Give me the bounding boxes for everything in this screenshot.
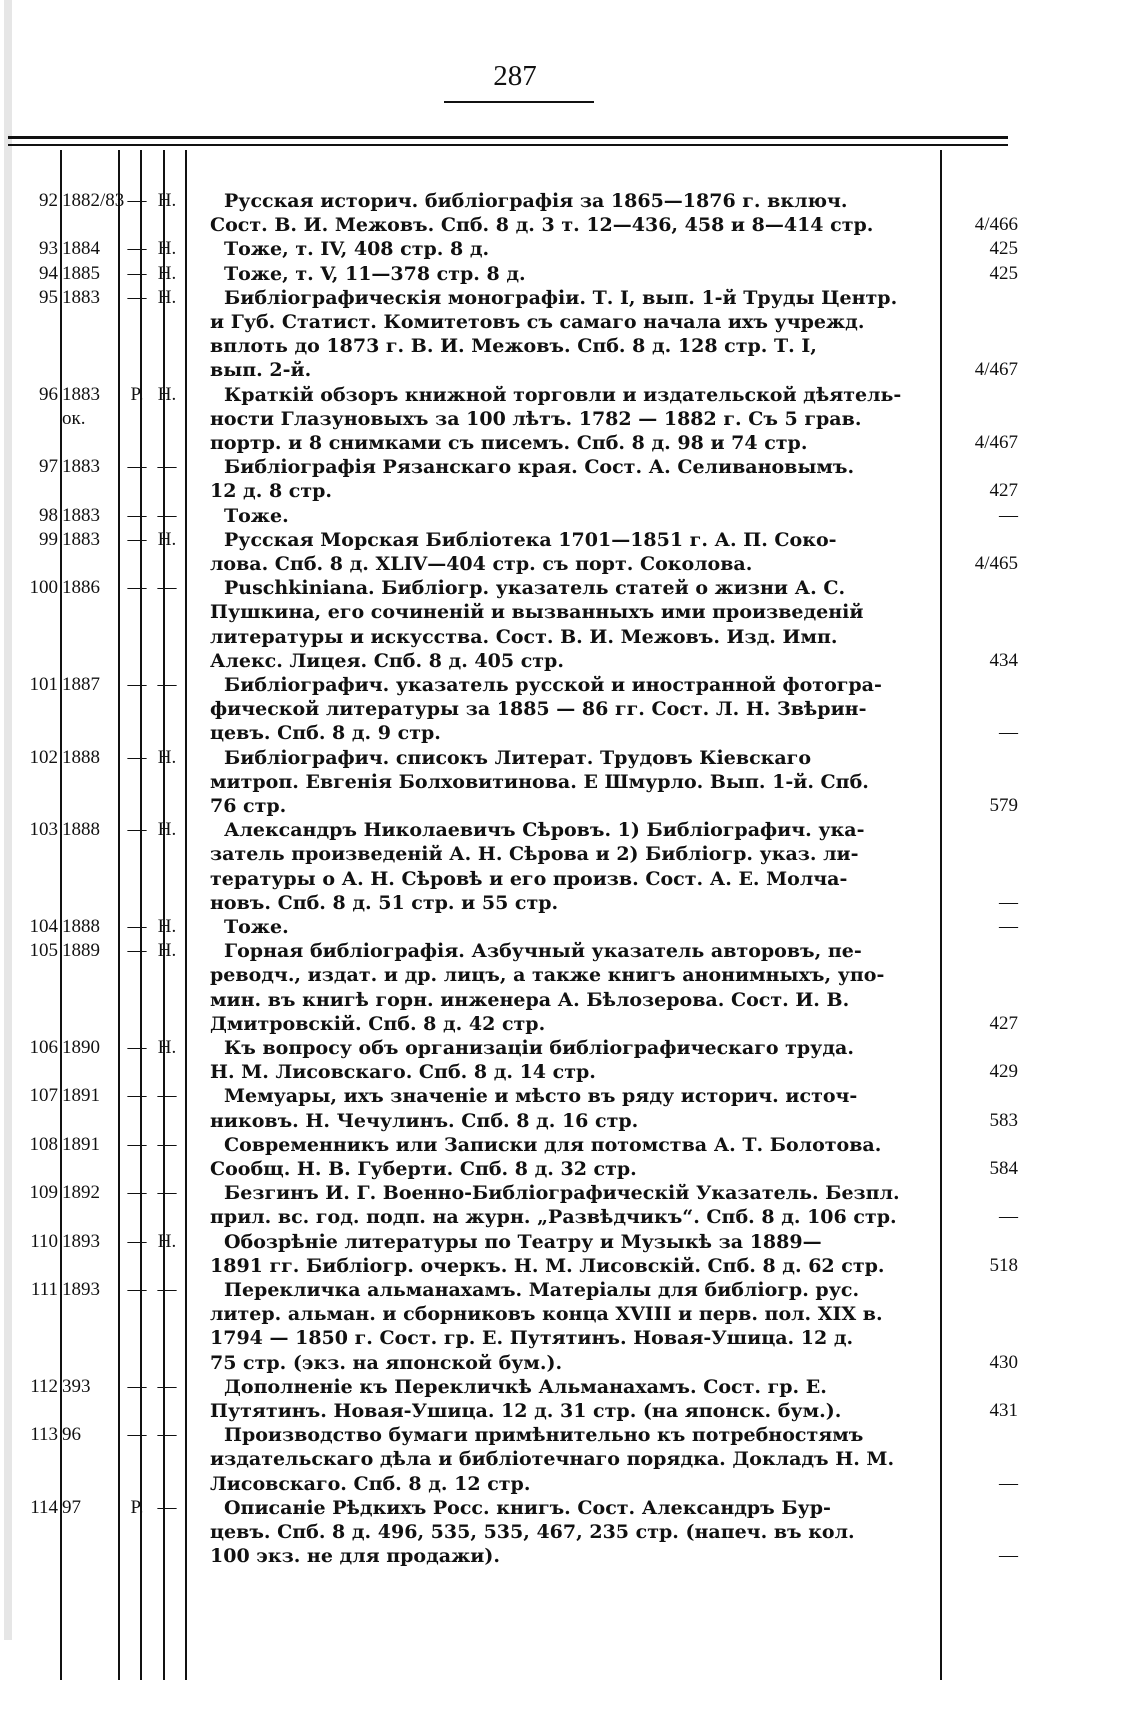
entry-row-continuation xyxy=(14,1205,1018,1229)
entry-mark-r: — xyxy=(127,1037,147,1058)
entry-number: 95 xyxy=(39,286,58,308)
entry-mark-h: — xyxy=(157,504,177,526)
entry-description-line: затель произведеній А. Н. Сѣрова и 2) Библіогр. указ. ли- xyxy=(210,843,859,866)
entry-row-continuation xyxy=(14,358,1018,382)
entry-row xyxy=(14,1278,1014,1302)
entry-reference: — xyxy=(999,722,1018,744)
entry-description-line: вып. 2-й. xyxy=(210,359,312,382)
entry-row xyxy=(14,818,1014,842)
entry-reference: 584 xyxy=(989,1158,1018,1179)
entry-description-line: цевъ. Спб. 8 д. 9 стр. xyxy=(210,722,441,745)
entry-row xyxy=(14,1496,1014,1520)
top-rule xyxy=(8,136,1008,139)
entry-year: 1889 xyxy=(62,940,100,962)
entry-reference: 579 xyxy=(989,795,1018,816)
entry-row xyxy=(14,1133,1014,1157)
entry-mark-r: — xyxy=(127,238,147,260)
entry-row-continuation xyxy=(14,407,1014,431)
entry-year: 1883 xyxy=(62,286,100,308)
entry-mark-r: — xyxy=(127,286,147,308)
entry-row-continuation xyxy=(14,1544,1018,1568)
entry-mark-r: — xyxy=(127,1375,147,1397)
entry-row-continuation xyxy=(14,770,1014,794)
entry-year: 1883 xyxy=(62,528,100,550)
entry-mark-r: — xyxy=(127,190,147,211)
entry-row xyxy=(14,1036,1014,1060)
entry-description-line: фической литературы за 1885 — 86 гг. Сост. Л. Н. Звѣрин- xyxy=(210,698,867,721)
entry-description-line: лова. Спб. 8 д. XLIV—404 стр. съ порт. Соколова. xyxy=(210,553,753,575)
entry-row-continuation xyxy=(14,552,1018,576)
entry-mark-h: — xyxy=(157,1375,177,1397)
entry-mark-h: — xyxy=(157,577,177,599)
entry-reference: 425 xyxy=(989,238,1018,260)
entry-reference: 518 xyxy=(989,1254,1018,1276)
entry-number: 110 xyxy=(30,1230,58,1252)
entry-mark-h: — xyxy=(157,1279,177,1300)
entry-description-line: Дополненіе къ Перекличкѣ Альманахамъ. Сост. гр. Е. xyxy=(224,1375,827,1398)
entry-row-continuation xyxy=(14,334,1014,358)
entry-mark-h: Н. xyxy=(157,262,177,284)
entry-mark-h: Н. xyxy=(157,528,177,550)
entry-number: 92 xyxy=(39,190,58,211)
entry-reference: — xyxy=(999,1206,1018,1228)
entry-row xyxy=(14,1181,1014,1205)
entry-description-line: новъ. Спб. 8 д. 51 стр. и 55 стр. xyxy=(210,891,559,914)
entry-description-line: цевъ. Спб. 8 д. 496, 535, 535, 467, 235 стр. (напеч. въ кол. xyxy=(210,1521,855,1543)
entry-reference: 425 xyxy=(989,262,1018,284)
entry-year: 1888 xyxy=(62,819,100,841)
entry-mark-r: — xyxy=(127,1279,147,1300)
entry-row-continuation xyxy=(14,1060,1018,1084)
entry-reference: — xyxy=(999,1472,1018,1494)
entry-row xyxy=(14,939,1014,963)
entry-year: 1893 xyxy=(62,1230,100,1252)
entry-mark-r: — xyxy=(127,1182,147,1204)
entry-mark-h: Н. xyxy=(157,819,177,841)
entry-description-line: Библіографич. списокъ Литерат. Трудовъ Кіевскаго xyxy=(224,746,811,769)
entry-description-line: издательскаго дѣла и библіотечнаго порядка. Докладъ Н. М. xyxy=(210,1448,895,1471)
entry-year: 1884 xyxy=(62,238,100,260)
entry-row-continuation xyxy=(14,600,1014,624)
entry-row-continuation xyxy=(14,1472,1018,1496)
entry-mark-r: — xyxy=(127,504,147,526)
entry-mark-r: Р. xyxy=(130,1496,144,1518)
entry-year: 97 xyxy=(62,1496,81,1518)
entry-number: 108 xyxy=(29,1133,58,1155)
entry-mark-r: — xyxy=(127,1230,147,1252)
entry-description-line: Тоже, т. V, 11—378 стр. 8 д. xyxy=(224,262,526,285)
entry-description-line: 76 стр. xyxy=(210,795,287,817)
entry-mark-h: — xyxy=(157,674,177,695)
entry-mark-h: Н. xyxy=(157,190,177,211)
entry-description-line: Пушкина, его сочиненій и вызванныхъ ими произведеній xyxy=(210,601,864,624)
entry-description-line: Русская Морская Библіотека 1701—1851 г. А. П. Соко- xyxy=(224,528,837,551)
entry-mark-r: — xyxy=(127,528,147,550)
entry-description-line: Описаніе Рѣдкихъ Росс. книгъ. Сост. Александръ Бур- xyxy=(224,1496,831,1519)
entry-mark-r: — xyxy=(127,940,147,962)
entry-row xyxy=(14,673,1014,697)
entry-description-line: Русская историч. библіографія за 1865—1876 г. включ. xyxy=(224,190,848,212)
page-number-rule xyxy=(444,101,594,103)
entry-description-line: литературы и искусства. Сост. В. И. Межовъ. Изд. Имп. xyxy=(210,625,838,648)
entry-row-continuation xyxy=(14,1302,1014,1326)
entry-number: 113 xyxy=(30,1424,58,1446)
entry-description-line: 12 д. 8 стр. xyxy=(210,480,333,503)
entry-row xyxy=(14,504,1018,528)
entry-mark-r: Р. xyxy=(130,383,144,405)
entry-number: 107 xyxy=(29,1085,58,1107)
entry-row-continuation xyxy=(14,988,1014,1012)
entry-row-continuation xyxy=(14,479,1018,503)
entry-number: 98 xyxy=(39,504,58,526)
entry-row xyxy=(14,237,1018,261)
entry-mark-r: — xyxy=(127,1133,147,1155)
entry-description-line: 1794 — 1850 г. Сост. гр. Е. Путятинъ. Новая-Ушица. 12 д. xyxy=(210,1327,854,1350)
entry-mark-r: — xyxy=(127,746,147,768)
top-rule-secondary xyxy=(8,144,1008,146)
entry-year: 1891 xyxy=(62,1085,100,1107)
entry-description-line: ности Глазуновыхъ за 100 лѣтъ. 1782 — 1882 г. Съ 5 грав. xyxy=(210,407,862,430)
entry-row-continuation xyxy=(14,842,1014,866)
entry-row-continuation xyxy=(14,794,1018,818)
entry-reference: 427 xyxy=(989,1012,1018,1034)
entry-number: 112 xyxy=(30,1375,58,1397)
entry-row-continuation xyxy=(14,649,1018,673)
entry-description-line: Тоже. xyxy=(224,916,289,938)
entry-row-continuation xyxy=(14,1109,1018,1133)
entry-reference: 429 xyxy=(989,1061,1018,1083)
entry-reference: — xyxy=(999,916,1018,937)
entry-description-line: Безгинъ И. Г. Военно-Библіографическій Указатель. Безпл. xyxy=(224,1182,900,1205)
entry-description-line: Краткій обзоръ книжной торговли и издательской дѣятель- xyxy=(224,383,902,406)
entry-reference: 4/467 xyxy=(974,359,1018,381)
entry-number: 109 xyxy=(29,1182,58,1204)
entry-row-continuation xyxy=(14,1399,1018,1423)
entry-reference: — xyxy=(999,504,1018,526)
entry-mark-r: — xyxy=(127,577,147,599)
entry-description-line: и Губ. Статист. Комитетовъ съ самаго начала ихъ учрежд. xyxy=(210,311,865,333)
entry-year: 1882/83 xyxy=(62,190,125,211)
entry-row-continuation xyxy=(14,867,1014,891)
entry-number: 103 xyxy=(29,819,58,841)
entry-row-continuation xyxy=(14,213,1018,237)
entry-mark-h: Н. xyxy=(157,286,177,308)
entry-description-line: митроп. Евгенія Болховитинова. Е Шмурло. Вып. 1-й. Спб. xyxy=(210,770,869,793)
entry-description-line: портр. и 8 снимками съ писемъ. Спб. 8 д. 98 и 74 стр. xyxy=(210,432,808,454)
entry-row xyxy=(14,1084,1014,1108)
entry-description-line: вплоть до 1873 г. В. И. Межовъ. Спб. 8 д. 128 стр. Т. I, xyxy=(210,335,817,358)
entry-description-line: Сообщ. Н. В. Губерти. Спб. 8 д. 32 стр. xyxy=(210,1158,637,1180)
entry-year: 1883 xyxy=(62,383,100,405)
entry-mark-r: — xyxy=(127,674,147,695)
entry-reference: 431 xyxy=(989,1400,1018,1421)
entry-number: 99 xyxy=(39,528,58,550)
entry-row-continuation xyxy=(14,431,1018,455)
entry-description-line: Библіографич. указатель русской и иностранной фотогра- xyxy=(224,674,882,696)
entry-mark-r: — xyxy=(127,456,147,478)
entry-row-continuation xyxy=(14,721,1018,745)
entry-row-continuation xyxy=(14,1520,1014,1544)
entry-mark-h: — xyxy=(157,1182,177,1204)
entry-mark-r: — xyxy=(127,1424,147,1446)
entry-description-line: литер. альман. и сборниковъ конца XVIII и перв. пол. XIX в. xyxy=(210,1303,883,1326)
entry-number: 111 xyxy=(30,1279,58,1300)
entry-mark-r: — xyxy=(127,916,147,937)
entry-year: 1885 xyxy=(62,262,100,284)
entry-reference: 4/466 xyxy=(974,214,1018,236)
entry-row-continuation xyxy=(14,1351,1018,1375)
entry-reference: — xyxy=(999,891,1018,913)
entry-year: 1891 xyxy=(62,1133,100,1155)
entry-number: 104 xyxy=(29,916,58,937)
entry-row-continuation xyxy=(14,963,1014,987)
entry-reference: 4/467 xyxy=(974,432,1018,453)
entry-mark-h: Н. xyxy=(157,1230,177,1252)
entry-number: 106 xyxy=(29,1037,58,1058)
entry-number: 93 xyxy=(39,238,58,260)
entry-number: 105 xyxy=(29,940,58,962)
entry-number: 97 xyxy=(39,456,58,478)
entry-row xyxy=(14,262,1018,286)
entry-description-line: Мемуары, ихъ значеніе и мѣсто въ ряду историч. источ- xyxy=(224,1085,858,1108)
entry-mark-h: Н. xyxy=(157,916,177,937)
entry-year: 1893 xyxy=(62,1279,100,1300)
entry-year: 1887 xyxy=(62,674,100,695)
entry-mark-r: — xyxy=(127,262,147,284)
entry-description-line: Горная библіографія. Азбучный указатель авторовъ, пе- xyxy=(224,940,862,963)
entry-mark-h: — xyxy=(157,1496,177,1518)
entry-description-line: Библіографія Рязанскаго края. Сост. А. Селивановымъ. xyxy=(224,456,855,479)
entry-year: 96 xyxy=(62,1424,81,1446)
entry-row-continuation xyxy=(14,1326,1014,1350)
entry-row xyxy=(14,455,1014,479)
entry-year: 1883 xyxy=(62,456,100,478)
entry-description-line: Библіографическія монографіи. Т. I, вып. 1-й Труды Центр. xyxy=(224,286,898,309)
entry-year: 1890 xyxy=(62,1037,100,1058)
entry-year: 393 xyxy=(62,1375,91,1397)
entry-reference: 583 xyxy=(989,1109,1018,1131)
entry-description-line: Лисовскаго. Спб. 8 д. 12 стр. xyxy=(210,1472,531,1495)
entry-reference: 427 xyxy=(989,480,1018,502)
entry-row-continuation xyxy=(14,625,1014,649)
entry-mark-h: — xyxy=(157,1424,177,1446)
entry-description-line: мин. въ книгѣ горн. инженера А. Бѣлозерова. Сост. И. В. xyxy=(210,988,850,1011)
entry-row-continuation xyxy=(14,310,1014,334)
entry-year: 1886 xyxy=(62,577,100,599)
entry-number: 94 xyxy=(39,262,58,284)
entry-row xyxy=(14,1375,1014,1399)
entry-description-line: тературы о А. Н. Сѣровѣ и его произв. Сост. А. Е. Молча- xyxy=(210,867,848,890)
entry-description-line: реводч., издат. и др. лицъ, а также книгъ анонимныхъ, упо- xyxy=(210,964,885,987)
entry-mark-r: — xyxy=(127,1085,147,1107)
entry-description-line: Н. М. Лисовскаго. Спб. 8 д. 14 стр. xyxy=(210,1061,596,1084)
entry-mark-h: Н. xyxy=(157,746,177,768)
entry-description-line: Александръ Николаевичъ Сѣровъ. 1) Библіографич. ука- xyxy=(224,819,865,842)
entry-mark-h: Н. xyxy=(157,1037,177,1058)
entry-year-note: ок. xyxy=(62,407,86,429)
entry-description-line: 100 экз. не для продажи). xyxy=(210,1545,500,1568)
entry-reference: 430 xyxy=(989,1351,1018,1373)
entry-row xyxy=(14,189,1014,213)
page-margin-edge xyxy=(4,0,12,1640)
entry-year: 1883 xyxy=(62,504,100,526)
entry-row xyxy=(14,1230,1014,1254)
entry-number: 114 xyxy=(30,1496,58,1518)
entry-row-continuation xyxy=(14,1157,1018,1181)
entry-row xyxy=(14,1423,1014,1447)
entry-number: 101 xyxy=(29,674,58,695)
entry-description-line: Производство бумаги примѣнительно къ потребностямъ xyxy=(224,1424,864,1447)
entry-row-continuation xyxy=(14,891,1018,915)
entry-year: 1888 xyxy=(62,916,100,937)
entry-reference: 4/465 xyxy=(974,553,1018,574)
entry-description-line: Алекс. Лицея. Спб. 8 д. 405 стр. xyxy=(210,649,564,672)
entry-number: 102 xyxy=(29,746,58,768)
entry-description-line: 75 стр. (экз. на японской бум.). xyxy=(210,1351,563,1374)
entry-description-line: 1891 гг. Библіогр. очеркъ. Н. М. Лисовскій. Спб. 8 д. 62 стр. xyxy=(210,1254,885,1277)
entry-row xyxy=(14,746,1014,770)
entry-reference: — xyxy=(999,1545,1018,1567)
entry-row xyxy=(14,528,1014,552)
entry-description-line: Перекличка альманахамъ. Матеріалы для библіогр. рус. xyxy=(224,1279,860,1301)
entry-description-line: никовъ. Н. Чечулинъ. Спб. 8 д. 16 стр. xyxy=(210,1109,639,1132)
entry-number: 100 xyxy=(29,577,58,599)
entry-row-continuation xyxy=(14,1012,1018,1036)
entry-row xyxy=(14,383,1014,407)
entry-description-line: прил. вс. год. подп. на журн. „Развѣдчикъ“. Спб. 8 д. 106 стр. xyxy=(210,1206,897,1229)
entry-reference: 434 xyxy=(989,649,1018,671)
entry-description-line: Puschkiniana. Библіогр. указатель статей о жизни А. С. xyxy=(224,577,846,600)
entry-number: 96 xyxy=(39,383,58,405)
entry-description-line: Обозрѣніе литературы по Театру и Музыкѣ за 1889— xyxy=(224,1230,822,1253)
entry-mark-h: — xyxy=(157,1133,177,1155)
page-number: 287 xyxy=(493,60,537,92)
entry-description-line: Къ вопросу объ организаціи библіографическаго труда. xyxy=(224,1037,854,1059)
entry-row-continuation xyxy=(14,697,1014,721)
entry-row xyxy=(14,286,1014,310)
entry-mark-h: — xyxy=(157,456,177,478)
entry-description-line: Дмитровскій. Спб. 8 д. 42 стр. xyxy=(210,1012,546,1035)
entry-row xyxy=(14,576,1014,600)
entry-year: 1892 xyxy=(62,1182,100,1204)
entry-description-line: Современникъ или Записки для потомства А. Т. Болотова. xyxy=(224,1133,882,1156)
entry-mark-h: Н. xyxy=(157,238,177,260)
entry-row xyxy=(14,915,1018,939)
entry-row-continuation xyxy=(14,1447,1014,1471)
entry-mark-h: Н. xyxy=(157,940,177,962)
entry-mark-h: — xyxy=(157,1085,177,1107)
entry-mark-r: — xyxy=(127,819,147,841)
entry-row-continuation xyxy=(14,1254,1018,1278)
entry-description-line: Сост. В. И. Межовъ. Спб. 8 д. 3 т. 12—436, 458 и 8—414 стр. xyxy=(210,214,874,237)
entry-description-line: Путятинъ. Новая-Ушица. 12 д. 31 стр. (на японск. бум.). xyxy=(210,1400,842,1422)
entry-year: 1888 xyxy=(62,746,100,768)
entry-mark-h: Н. xyxy=(157,383,177,405)
entry-description-line: Тоже, т. IV, 408 стр. 8 д. xyxy=(224,238,490,261)
entry-description-line: Тоже. xyxy=(224,504,289,527)
